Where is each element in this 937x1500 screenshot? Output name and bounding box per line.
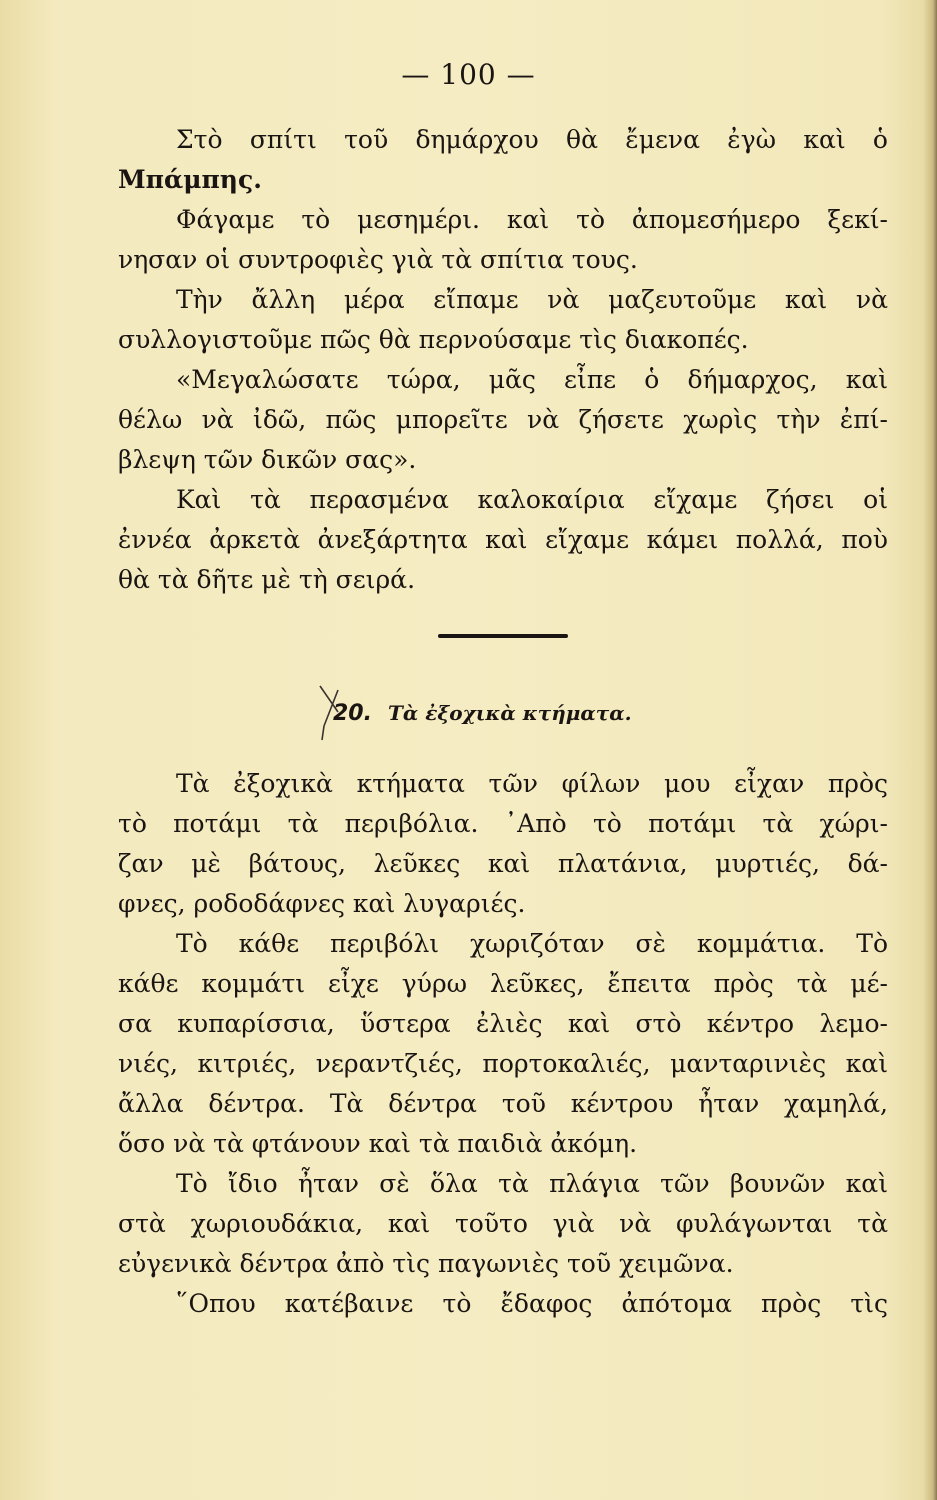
text-block-after (118, 764, 888, 1324)
section-divider-rule (438, 634, 568, 638)
text-line: φνες, ροδοδάφνες καὶ λυγαριές. (118, 889, 526, 918)
text-line: ἐννέα ἀρκετὰ ἀνεξάρτητα καὶ εἴχαμε κάμει πολλά, ποὺ (118, 525, 888, 554)
text-line: ὅσο νὰ τὰ φτάνουν καὶ τὰ παιδιὰ ἀκόμη. (118, 1129, 638, 1158)
text-line: τὸ ποτάμι τὰ περιβόλια. ᾿Απὸ τὸ ποτάμι τὰ χώρι- (118, 809, 888, 838)
text-line: νησαν οἱ συντροφιὲς γιὰ τὰ σπίτια τους. (118, 245, 638, 274)
text-line: ῞Οπου κατέβαινε τὸ ἔδαφος ἀπότομα πρὸς τὶς (176, 1289, 888, 1318)
text-line: Φάγαμε τὸ μεσημέρι. καὶ τὸ ἀπομεσήμερο ξεκί- (176, 205, 888, 234)
text-line: κάθε κομμάτι εἶχε γύρω λεῦκες, ἔπειτα πρὸς τὰ μέ- (118, 969, 888, 998)
text-line: βλεψη τῶν δικῶν σας». (118, 445, 417, 474)
text-line: Τὸ κάθε περιβόλι χωριζόταν σὲ κομμάτια. Τὸ (176, 929, 888, 958)
text-line: ζαν μὲ βάτους, λεῦκες καὶ πλατάνια, μυρτιές, δά- (118, 849, 888, 878)
text-block-before (118, 120, 888, 600)
text-line: σα κυπαρίσσια, ὕστερα ἐλιὲς καὶ στὸ κέντρο λεμο- (118, 1009, 888, 1038)
text-line: Τὸ ἴδιο ἦταν σὲ ὅλα τὰ πλάγια τῶν βουνῶν καὶ (176, 1169, 888, 1198)
text-line: «Μεγαλώσατε τώρα, μᾶς εἶπε ὁ δήμαρχος, καὶ (176, 365, 888, 394)
text-line: Στὸ σπίτι τοῦ δημάρχου θὰ ἔμενα ἐγὼ καὶ ὁ (176, 125, 888, 154)
section-title: Τὰ ἐξοχικὰ κτήματα. (387, 701, 632, 725)
text-line: εὐγενικὰ δέντρα ἀπὸ τὶς παγωνιὲς τοῦ χειμῶνα. (118, 1249, 734, 1278)
text-line: Τὴν ἄλλη μέρα εἴπαμε νὰ μαζευτοῦμε καὶ νὰ (176, 285, 888, 314)
text-line: Μπάμπης. (118, 165, 262, 194)
text-line: θὰ τὰ δῆτε μὲ τὴ σειρά. (118, 565, 416, 594)
page-spine-shadow (923, 0, 937, 1500)
text-line: συλλογιστοῦμε πῶς θὰ περνούσαμε τὶς διακοπές. (118, 325, 749, 354)
text-line: στὰ χωριουδάκια, καὶ τοῦτο γιὰ νὰ φυλάγωνται τὰ (118, 1209, 888, 1238)
text-line: Τὰ ἐξοχικὰ κτήματα τῶν φίλων μου εἶχαν πρὸς (176, 769, 888, 798)
text-line: νιές, κιτριές, νεραντζιές, πορτοκαλιές, μανταρινιὲς καὶ (118, 1049, 888, 1078)
section-heading (333, 700, 632, 726)
text-line: ἄλλα δέντρα. Τὰ δέντρα τοῦ κέντρου ἦταν χαμηλά, (118, 1089, 888, 1118)
text-line: Καὶ τὰ περασμένα καλοκαίρια εἴχαμε ζήσει οἱ (176, 485, 888, 514)
page-number: — 100 — (401, 58, 536, 91)
section-number: 20. (333, 701, 372, 726)
text-line: θέλω νὰ ἰδῶ, πῶς μπορεῖτε νὰ ζήσετε χωρὶς τὴν ἐπί- (118, 405, 888, 434)
